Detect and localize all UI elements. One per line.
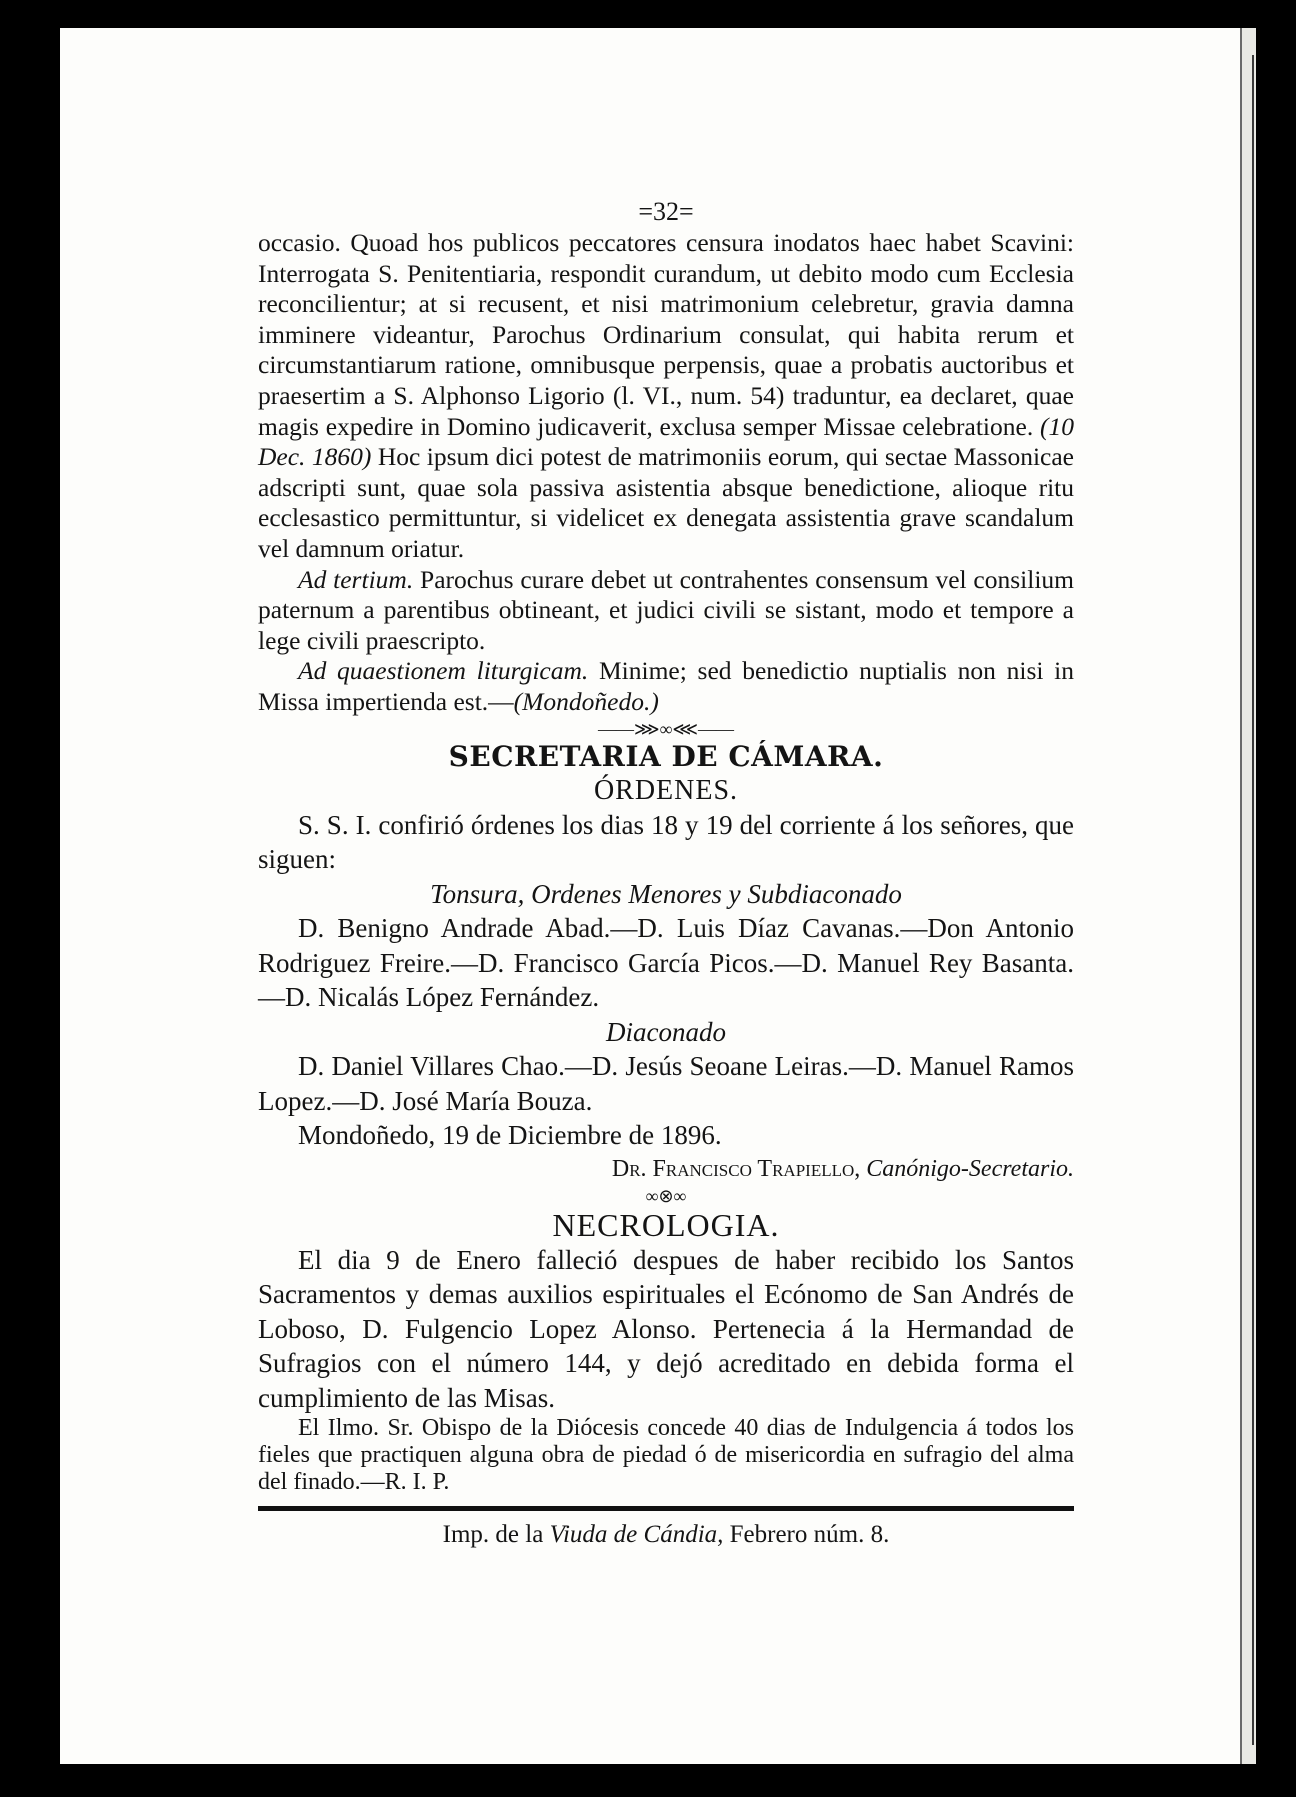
latin-paragraph-1-text-a: occasio. Quoad hos publicos peccatores censura inodatos haec habet Scavini: Interrogata S. Penitentiaria, respondit curandum, ut debito modo cum Ecclesia reconcilientur; at si recusent, et nisi matrimonium celebretur, gravia damna imminere videantur, Parochus Ordinarium consulat, qui habita rerum et circumstantiarum ratione, omnibusque perpensis, quae a probatis auctoribus et praesertim a S. Alphonso Ligorio (l. VI., num. 54) traduntur, ea declaret, quae magis expedire in Domino judicaverit, exclusa semper Missae celebratione.: [258, 228, 1074, 441]
ordenes-section: [258, 808, 1074, 1153]
ad-quaestionem-heading: Ad quaestionem liturgicam.: [298, 656, 589, 686]
necrologia-section: [258, 1243, 1074, 1416]
signer-name: Dr. Francisco Trapiello,: [611, 1155, 861, 1182]
latin-section: [258, 228, 1074, 718]
imprint-printer: Viuda de Cándia,: [549, 1521, 724, 1548]
ad-tertium-heading: Ad tertium.: [298, 564, 414, 594]
necrologia-title: NECROLOGIA.: [552, 1206, 780, 1243]
footer-rule: [258, 1506, 1074, 1511]
latin-date-citation: (10 Dec. 1860): [258, 411, 1074, 472]
group-diaconado-names: D. Daniel Villares Chao.—D. Jesús Seoane Leiras.—D. Manuel Ramos Lopez.—D. José María Bouza.: [258, 1051, 1074, 1116]
imprint-line: [258, 1519, 1074, 1551]
group-tonsura-title: Tonsura, Ordenes Menores y Subdiaconado: [430, 878, 902, 909]
ordenes-intro: S. S. I. confirió órdenes los dias 18 y 19 del corriente á los señores, que siguen:: [258, 809, 1074, 874]
latin-paragraph-3-text: Minime; sed benedictio nuptialis non nisi in Missa impertienda est.—: [258, 656, 1074, 716]
signature-line: [258, 1153, 1074, 1185]
page-edge-line: [1252, 55, 1254, 1745]
indulgence-text: El Ilmo. Sr. Obispo de la Diócesis concede 40 dias de Indulgencia á todos los fieles que practiquen alguna obra de piedad ó de misericordia en sufragio del alma del finado.—R. I. P.: [258, 1415, 1074, 1495]
secretaria-title: SECRETARIA DE CÁMARA.: [448, 739, 884, 773]
latin-paragraph-2: [258, 565, 1074, 657]
group-diaconado-title: Diaconado: [606, 1016, 726, 1047]
latin-paragraph-1: [258, 228, 1074, 565]
imprint-prefix: Imp. de la: [442, 1521, 544, 1548]
latin-paragraph-2-text: Parochus curare debet ut contrahentes consensum vel consilium paternum a parentibus obtineant, et judici civili se sistant, modo et tempore a lege civili praescripto.: [258, 564, 1075, 655]
ordenes-subtitle: ÓRDENES.: [593, 774, 739, 806]
signer-role: Canónigo-Secretario.: [866, 1155, 1074, 1182]
latin-paragraph-1-text-b: Hoc ipsum dici potest de matrimoniis eorum, qui sectae Massonicae adscripti sunt, quae sola passiva asistentia absque benedictione, alioque ritu ecclesastico permittuntur, si videlicet ex denegata assistentia grave scandalum vel damnum oriatur.: [258, 442, 1074, 563]
text-column: [258, 196, 1074, 1551]
ornament-small: ∞⊗∞: [645, 1185, 687, 1206]
latin-source: (Mondoñedo.): [513, 686, 659, 716]
necrologia-text: El dia 9 de Enero falleció despues de haber recibido los Santos Sacramentos y demas auxilios espirituales el Ecónomo de San Andrés de Loboso, D. Fulgencio Lopez Alonso. Pertenecia á la Hermandad de Sufragios con el número 144, y dejó acreditado en debida forma el cumplimiento de las Misas.: [258, 1244, 1074, 1413]
latin-paragraph-3: [258, 656, 1074, 717]
ornament-divider: ——⋙∞⋘——: [597, 718, 735, 739]
imprint-suffix: Febrero núm. 8.: [729, 1521, 890, 1548]
place-date: Mondoñedo, 19 de Diciembre de 1896.: [298, 1120, 722, 1150]
group-tonsura-names: D. Benigno Andrade Abad.—D. Luis Díaz Cavanas.—Don Antonio Rodriguez Freire.—D. Francisco García Picos.—D. Manuel Rey Basanta.—D. Nicalás López Fernández.: [258, 913, 1074, 1012]
page-number: =32=: [638, 197, 694, 226]
